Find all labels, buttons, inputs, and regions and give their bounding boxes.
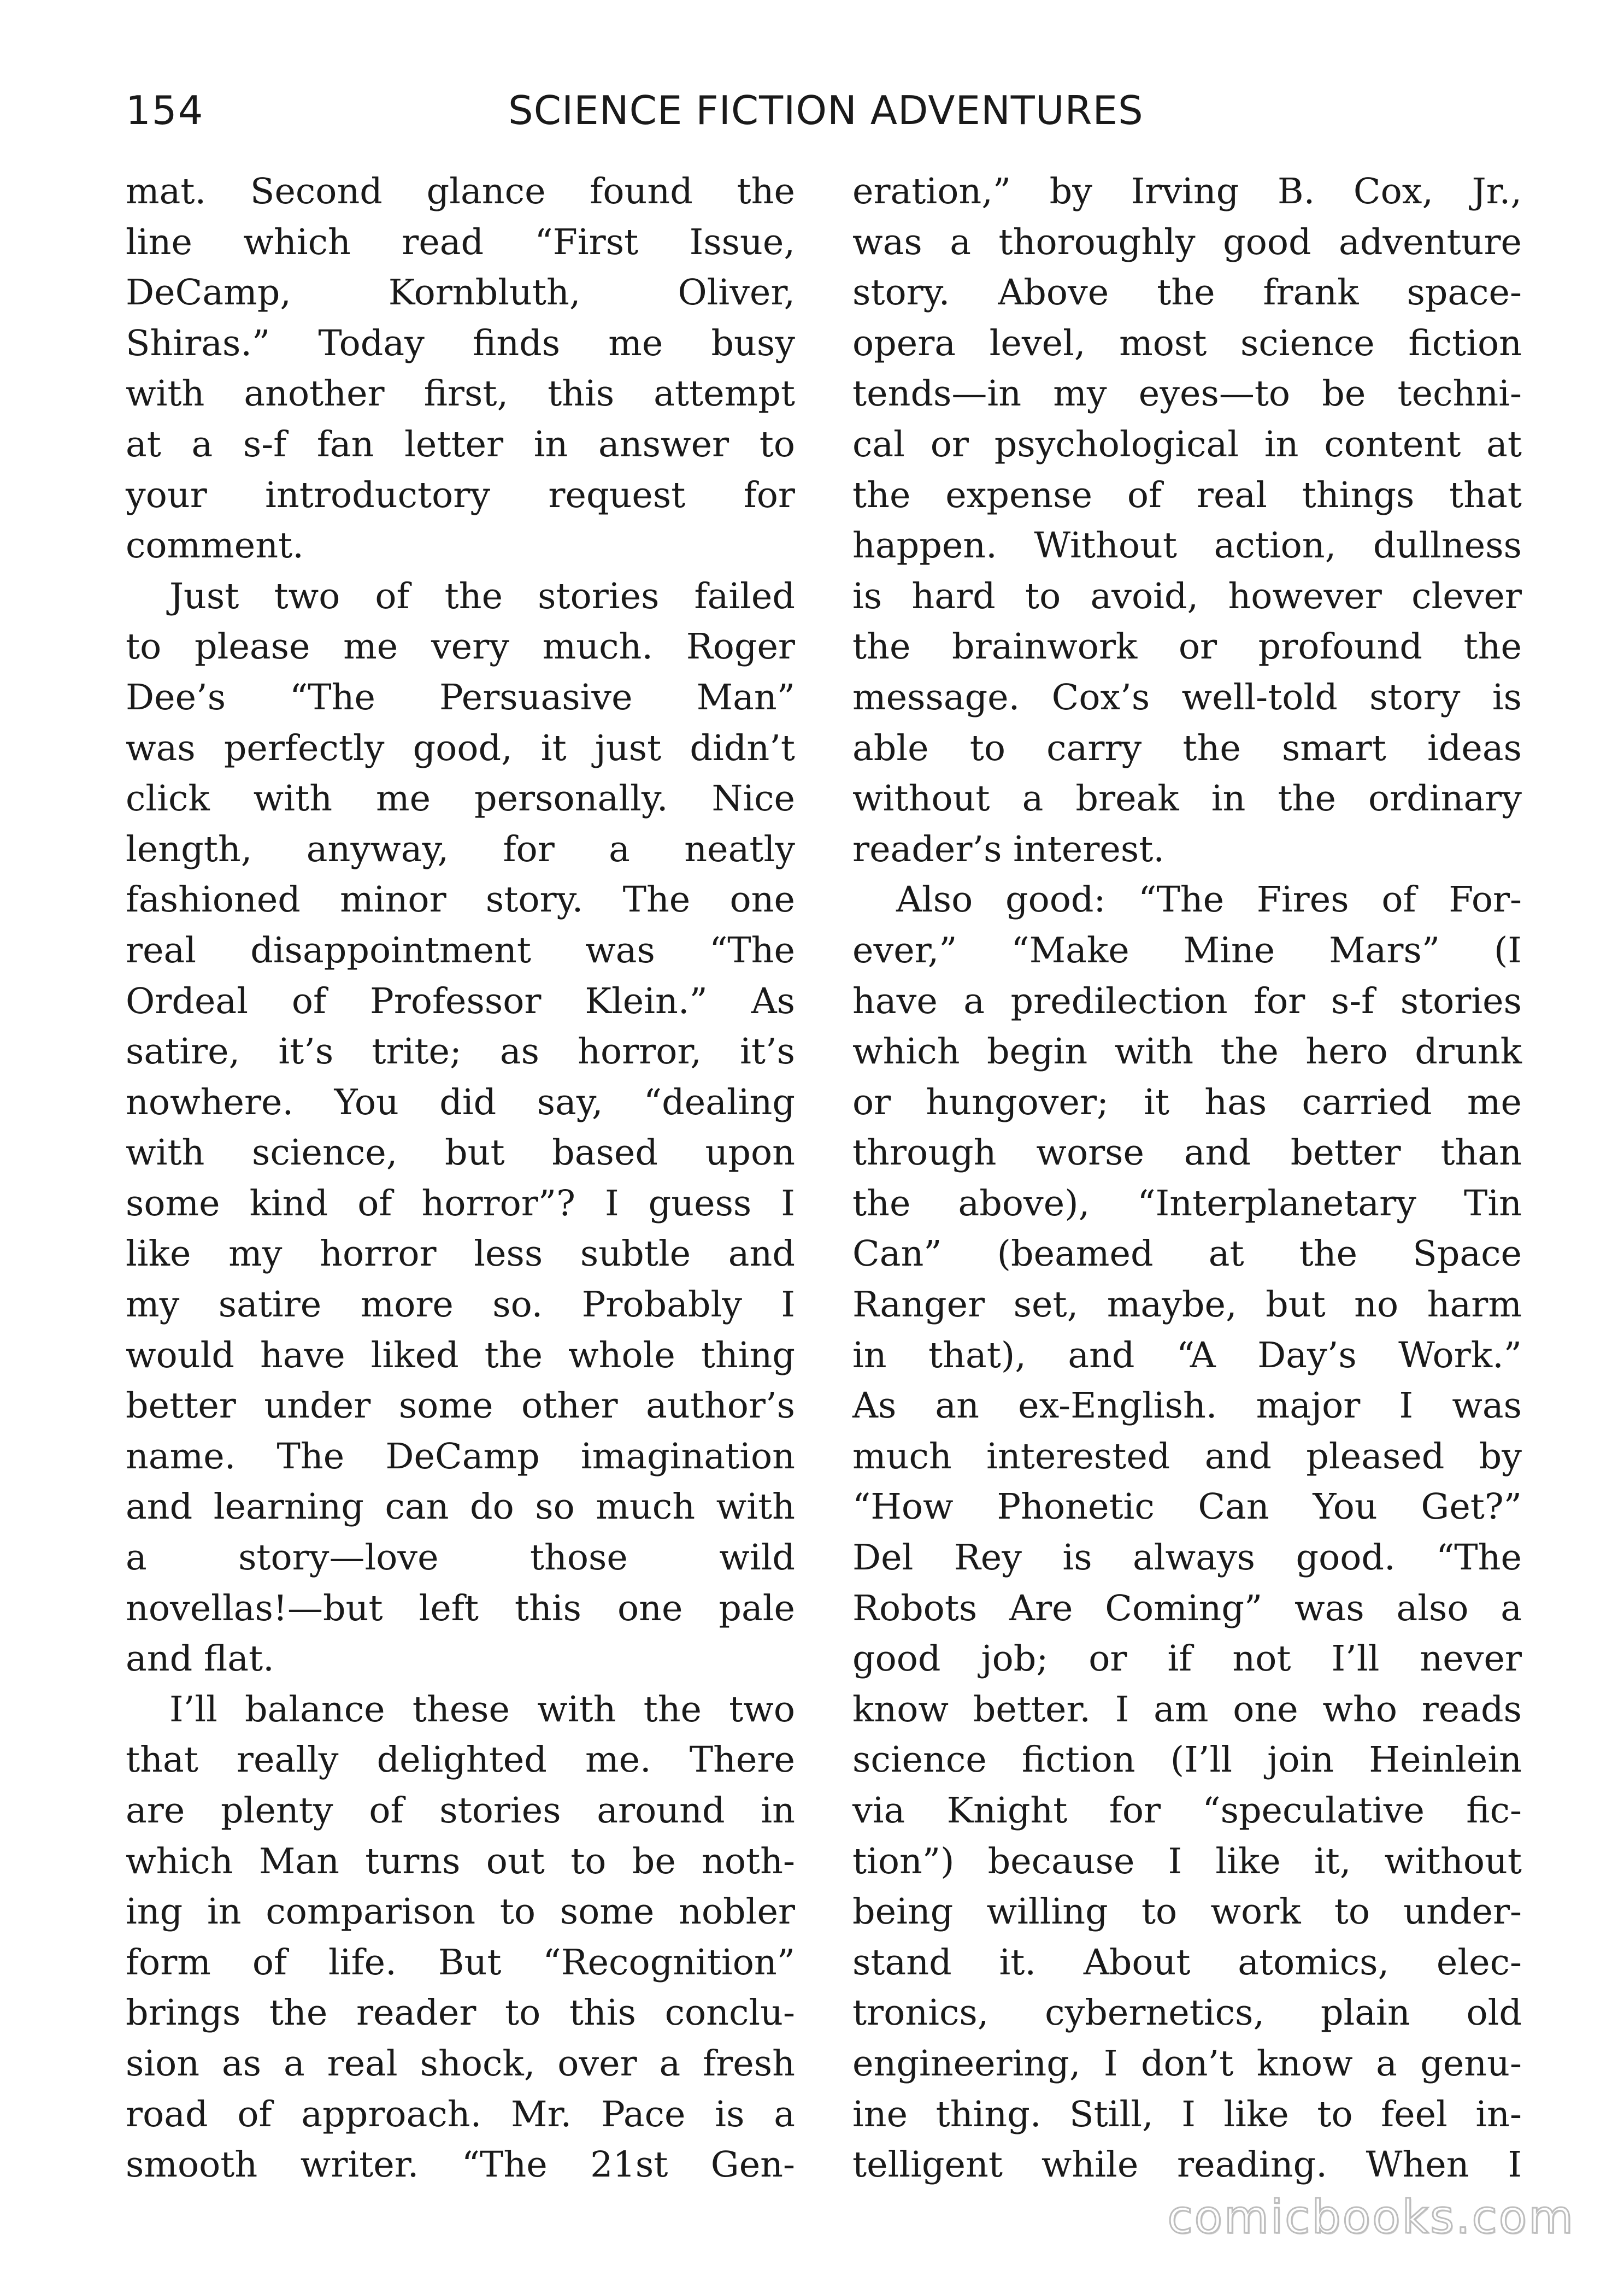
text-line: much interested and pleased by xyxy=(852,1436,1522,1477)
text-line: tronics, cybernetics, plain old xyxy=(852,1992,1522,2034)
text-line: the expense of real things that xyxy=(852,474,1522,516)
text-line: science fiction (I’ll join Heinlein xyxy=(852,1739,1522,1781)
text-line: Dee’s “The Persuasive Man” xyxy=(126,677,795,718)
text-line: Also good: “The Fires of For- xyxy=(896,879,1522,921)
text-line: Shiras.” Today finds me busy xyxy=(126,322,795,364)
page-number: 154 xyxy=(126,87,204,133)
right-text-column xyxy=(852,167,1522,2191)
text-line: mat. Second glance found the xyxy=(126,171,795,212)
text-line: and flat. xyxy=(126,1638,274,1680)
text-line: tion”) because I like it, without xyxy=(852,1840,1522,1882)
text-line: some kind of horror”? I guess I xyxy=(126,1183,795,1224)
text-line: engineering, I don’t know a genu- xyxy=(852,2043,1522,2084)
text-line: happen. Without action, dullness xyxy=(852,525,1522,567)
text-line: being willing to work to under- xyxy=(852,1891,1522,1933)
text-line: satire, it’s trite; as horror, it’s xyxy=(126,1031,795,1073)
text-line: which begin with the hero drunk xyxy=(852,1031,1522,1073)
text-line: without a break in the ordinary xyxy=(852,778,1522,820)
text-line: to please me very much. Roger xyxy=(126,626,795,668)
text-line: As an ex-English. major I was xyxy=(852,1385,1522,1427)
left-text-column xyxy=(126,167,795,2191)
text-line: are plenty of stories around in xyxy=(126,1790,795,1831)
text-line: length, anyway, for a neatly xyxy=(126,828,795,870)
text-line: smooth writer. “The 21st Gen- xyxy=(126,2144,795,2186)
text-line: message. Cox’s well-told story is xyxy=(852,677,1522,718)
text-line: cal or psychological in content at xyxy=(852,424,1522,465)
text-line: able to carry the smart ideas xyxy=(852,727,1522,769)
text-line: Ranger set, maybe, but no harm xyxy=(852,1284,1522,1326)
text-line: stand it. About atomics, elec- xyxy=(852,1942,1522,1983)
text-line: ever,” “Make Mine Mars” (I xyxy=(852,930,1522,971)
text-line: fashioned minor story. The one xyxy=(126,879,795,921)
text-line: opera level, most science fiction xyxy=(852,322,1522,364)
text-line: was perfectly good, it just didn’t xyxy=(126,727,795,769)
text-line: I’ll balance these with the two xyxy=(169,1689,795,1730)
text-line: the brainwork or profound the xyxy=(852,626,1522,668)
text-line: nowhere. You did say, “dealing xyxy=(126,1081,795,1123)
text-line: tends—in my eyes—to be techni- xyxy=(852,373,1522,415)
text-line: reader’s interest. xyxy=(852,828,1165,870)
text-line: good job; or if not I’ll never xyxy=(852,1638,1522,1680)
text-line: sion as a real shock, over a fresh xyxy=(126,2043,795,2084)
text-line: brings the reader to this conclu- xyxy=(126,1992,795,2034)
text-line: story. Above the frank space- xyxy=(852,272,1522,314)
text-line: DeCamp, Kornbluth, Oliver, xyxy=(126,272,795,314)
text-line: ine thing. Still, I like to feel in- xyxy=(852,2093,1522,2135)
text-line: with another first, this attempt xyxy=(126,373,795,415)
text-line: road of approach. Mr. Pace is a xyxy=(126,2093,795,2135)
text-line: novellas!—but left this one pale xyxy=(126,1587,795,1629)
text-line: your introductory request for xyxy=(126,474,795,516)
text-line: eration,” by Irving B. Cox, Jr., xyxy=(852,171,1522,212)
text-line: real disappointment was “The xyxy=(126,930,795,971)
text-line: ing in comparison to some nobler xyxy=(126,1891,795,1933)
text-line: click with me personally. Nice xyxy=(126,778,795,820)
text-line: that really delighted me. There xyxy=(126,1739,795,1781)
text-line: line which read “First Issue, xyxy=(126,221,795,263)
watermark-logo: comicbooks.com xyxy=(1167,2190,1575,2244)
text-line: via Knight for “speculative fic- xyxy=(852,1790,1522,1831)
text-line: with science, but based upon xyxy=(126,1132,795,1174)
text-line: telligent while reading. When I xyxy=(852,2144,1522,2186)
text-line: the above), “Interplanetary Tin xyxy=(852,1183,1522,1224)
text-line: like my horror less subtle and xyxy=(126,1233,795,1275)
text-line: which Man turns out to be noth- xyxy=(126,1840,795,1882)
text-line: through worse and better than xyxy=(852,1132,1522,1174)
text-line: Just two of the stories failed xyxy=(169,575,795,617)
running-head-title: SCIENCE FICTION ADVENTURES xyxy=(508,87,1144,133)
text-line: is hard to avoid, however clever xyxy=(852,575,1522,617)
text-line: a story—love those wild xyxy=(126,1537,795,1579)
text-line: Can” (beamed at the Space xyxy=(852,1233,1522,1275)
text-line: have a predilection for s-f stories xyxy=(852,980,1522,1022)
text-line: better under some other author’s xyxy=(126,1385,795,1427)
text-line: Del Rey is always good. “The xyxy=(852,1537,1522,1579)
text-line: “How Phonetic Can You Get?” xyxy=(852,1486,1522,1528)
text-line: or hungover; it has carried me xyxy=(852,1081,1522,1123)
text-line: Robots Are Coming” was also a xyxy=(852,1587,1522,1629)
text-line: in that), and “A Day’s Work.” xyxy=(852,1334,1522,1376)
text-line: and learning can do so much with xyxy=(126,1486,795,1528)
text-line: was a thoroughly good adventure xyxy=(852,221,1522,263)
text-line: form of life. But “Recognition” xyxy=(126,1942,795,1983)
text-line: know better. I am one who reads xyxy=(852,1689,1522,1730)
text-line: at a s-f fan letter in answer to xyxy=(126,424,795,465)
text-line: my satire more so. Probably I xyxy=(126,1284,795,1326)
text-line: name. The DeCamp imagination xyxy=(126,1436,795,1477)
text-line: would have liked the whole thing xyxy=(126,1334,795,1376)
text-line: comment. xyxy=(126,525,304,567)
text-line: Ordeal of Professor Klein.” As xyxy=(126,980,795,1022)
